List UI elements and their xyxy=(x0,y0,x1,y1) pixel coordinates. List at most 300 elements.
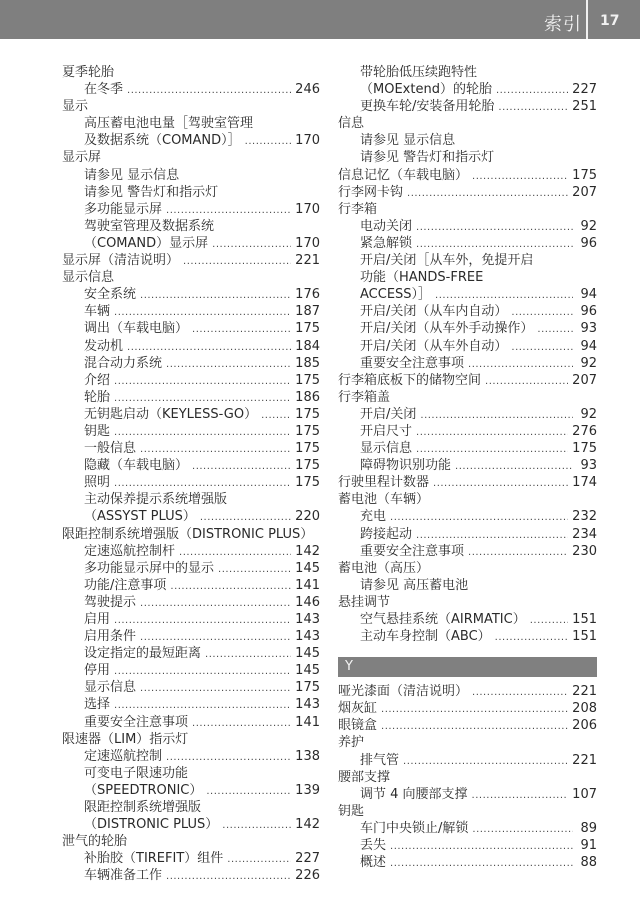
entry-label: 车辆 xyxy=(84,304,111,320)
entry-page-number: 174 xyxy=(572,475,597,491)
entry-page-number: 145 xyxy=(295,663,320,679)
index-subentry xyxy=(62,184,320,201)
entry-page-number: 142 xyxy=(295,543,320,559)
index-subentry xyxy=(62,748,320,765)
header-divider xyxy=(586,0,588,39)
leader-dots xyxy=(468,356,573,372)
entry-page-number: 96 xyxy=(580,304,597,320)
entry-label: 丢失 xyxy=(360,838,387,854)
leader-dots xyxy=(496,82,568,98)
entry-page-number: 175 xyxy=(572,167,597,183)
entry-page-number: 251 xyxy=(572,99,597,115)
index-entry xyxy=(338,700,597,717)
index-subentry xyxy=(62,218,320,235)
entry-label: 请参见 警告灯和指示灯 xyxy=(84,184,219,200)
entry-page-number: 141 xyxy=(295,577,320,593)
index-subentry xyxy=(338,440,597,457)
index-entry xyxy=(62,269,320,286)
leader-dots xyxy=(245,133,292,149)
index-subentry xyxy=(62,81,320,98)
index-entry xyxy=(62,98,320,115)
entry-label: 显示屏（清洁说明） xyxy=(62,253,180,269)
index-subentry xyxy=(338,457,597,474)
index-subentry xyxy=(338,286,597,303)
entry-page-number: 230 xyxy=(572,543,597,559)
index-subentry xyxy=(338,508,597,525)
leader-dots xyxy=(433,475,568,491)
entry-page-number: 143 xyxy=(295,629,320,645)
entry-page-number: 185 xyxy=(295,355,320,371)
entry-page-number: 175 xyxy=(295,680,320,696)
index-subentry xyxy=(62,543,320,560)
entry-label: 补胎胶（TIREFIT）组件 xyxy=(84,851,224,867)
index-entry xyxy=(338,734,597,751)
entry-label: 显示信息 xyxy=(84,680,137,696)
index-subentry xyxy=(338,64,597,81)
entry-page-number: 208 xyxy=(572,701,597,717)
entry-page-number: 207 xyxy=(572,372,597,388)
entry-label: 空气悬挂系统（AIRMATIC） xyxy=(360,612,526,627)
leader-dots xyxy=(114,424,291,440)
leader-dots xyxy=(511,304,573,320)
leader-dots xyxy=(390,855,573,871)
leader-dots xyxy=(192,321,291,337)
leader-dots xyxy=(179,544,291,560)
index-subentry xyxy=(62,320,320,337)
index-entry xyxy=(62,833,320,850)
leader-dots xyxy=(530,612,568,628)
leader-dots xyxy=(200,509,291,525)
index-entry xyxy=(338,769,597,786)
index-subentry xyxy=(62,628,320,645)
entry-page-number: 88 xyxy=(580,855,597,871)
index-subentry xyxy=(62,474,320,491)
leader-dots xyxy=(227,851,291,867)
entry-page-number: 187 xyxy=(295,304,320,320)
entry-label: 多功能显示屏中的显示 xyxy=(84,560,215,576)
leader-dots xyxy=(166,356,291,372)
entry-label: 障碍物识别功能 xyxy=(360,458,452,474)
index-subentry xyxy=(62,645,320,662)
entry-label: 一般信息 xyxy=(84,441,137,457)
entry-label: 开启/关闭［从车外，免提开启 xyxy=(360,253,534,269)
entry-label: 行驶里程计数器 xyxy=(338,475,430,491)
entry-label: 显示信息 xyxy=(62,270,115,286)
leader-dots xyxy=(495,629,569,645)
index-subentry xyxy=(338,406,597,423)
entry-label: 更换车轮/安装备用轮胎 xyxy=(360,99,495,115)
entry-label: 蓄电池（车辆） xyxy=(338,492,430,508)
index-subentry xyxy=(338,752,597,769)
leader-dots xyxy=(212,236,291,252)
index-entry xyxy=(338,184,597,201)
index-subentry xyxy=(62,611,320,628)
entry-page-number: 151 xyxy=(572,612,597,627)
entry-page-number: 141 xyxy=(295,714,320,730)
index-subentry xyxy=(62,115,320,132)
entry-label: 眼镜盒 xyxy=(338,718,378,734)
leader-dots xyxy=(472,787,569,803)
entry-page-number: 92 xyxy=(580,406,597,422)
index-subentry xyxy=(338,98,597,115)
entry-page-number: 145 xyxy=(295,560,320,576)
index-subentry xyxy=(338,526,597,543)
entry-label: 开启/关闭 xyxy=(360,406,417,422)
leader-dots xyxy=(381,701,568,717)
entry-page-number: 226 xyxy=(295,868,320,884)
index-subentry xyxy=(338,577,597,594)
entry-label: 哑光漆面（清洁说明） xyxy=(338,684,469,700)
leader-dots xyxy=(140,680,291,696)
index-subentry xyxy=(62,782,320,799)
index-subentry xyxy=(62,867,320,884)
leader-dots xyxy=(455,458,573,474)
entry-label: （SPEEDTRONIC） xyxy=(84,782,203,798)
entry-label: 介绍 xyxy=(84,372,111,388)
entry-label: 定速巡航控制 xyxy=(84,748,163,764)
index-entry xyxy=(338,474,597,491)
page-header xyxy=(0,0,640,39)
index-subentry xyxy=(62,406,320,423)
index-subentry xyxy=(62,714,320,731)
entry-label: 轮胎 xyxy=(84,389,111,405)
entry-label: 悬挂调节 xyxy=(338,594,391,610)
index-subentry xyxy=(338,81,597,98)
entry-page-number: 145 xyxy=(295,646,320,662)
entry-page-number: 221 xyxy=(572,684,597,700)
entry-label: 蓄电池（高压） xyxy=(338,560,430,576)
entry-label: 停用 xyxy=(84,663,111,679)
entry-page-number: 107 xyxy=(572,786,597,802)
entry-page-number: 93 xyxy=(580,458,597,474)
leader-dots xyxy=(140,629,291,645)
entry-label: 请参见 显示信息 xyxy=(84,167,180,183)
entry-page-number: 276 xyxy=(572,423,597,439)
entry-page-number: 94 xyxy=(580,287,597,303)
entry-label: 信息 xyxy=(338,116,365,132)
entry-label: 行李箱 xyxy=(338,201,378,217)
entry-page-number: 96 xyxy=(580,235,597,251)
entry-page-number: 246 xyxy=(295,82,320,98)
index-subentry xyxy=(62,201,320,218)
index-subentry xyxy=(338,269,597,286)
index-subentry xyxy=(338,235,597,252)
index-subentry xyxy=(338,303,597,320)
entry-label: 夏季轮胎 xyxy=(62,65,115,80)
index-entry xyxy=(62,731,320,748)
entry-page-number: 92 xyxy=(580,355,597,371)
leader-dots xyxy=(416,527,568,543)
entry-label: 开启/关闭（从车外手动操作） xyxy=(360,321,534,337)
leader-dots xyxy=(390,509,568,525)
leader-dots xyxy=(114,373,291,389)
entry-label: 定速巡航控制杆 xyxy=(84,543,176,559)
leader-dots xyxy=(420,407,573,423)
index-subentry xyxy=(338,338,597,355)
leader-dots xyxy=(192,458,291,474)
leader-dots xyxy=(511,339,573,355)
entry-label: 多功能显示屏 xyxy=(84,201,163,217)
entry-page-number: 170 xyxy=(295,235,320,251)
index-subentry xyxy=(338,132,597,149)
leader-dots xyxy=(485,373,568,389)
leader-dots xyxy=(114,697,291,713)
entry-label: 驾驶提示 xyxy=(84,594,137,610)
index-subentry xyxy=(62,389,320,406)
entry-label: 车门中央锁止/解锁 xyxy=(360,820,469,836)
entry-label: 充电 xyxy=(360,509,387,525)
index-list-y xyxy=(338,683,597,871)
entry-page-number: 91 xyxy=(580,838,597,854)
entry-label: 在冬季 xyxy=(84,82,124,98)
leader-dots xyxy=(140,441,291,457)
entry-label: 发动机 xyxy=(84,338,124,354)
leader-dots xyxy=(416,424,568,440)
entry-page-number: 227 xyxy=(572,82,597,98)
index-subentry xyxy=(62,423,320,440)
leader-dots xyxy=(183,253,291,269)
leader-dots xyxy=(416,219,573,235)
leader-dots xyxy=(468,544,568,560)
entry-label: 开启尺寸 xyxy=(360,423,413,439)
entry-label: 混合动力系统 xyxy=(84,355,163,371)
index-entry xyxy=(338,372,597,389)
index-subentry xyxy=(62,338,320,355)
entry-page-number: 170 xyxy=(295,201,320,217)
entry-label: 紧急解锁 xyxy=(360,235,413,251)
leader-dots xyxy=(114,475,291,491)
leader-dots xyxy=(472,821,573,837)
index-entry xyxy=(62,252,320,269)
entry-label: 泄气的轮胎 xyxy=(62,834,128,850)
entry-label: （ASSYST PLUS） xyxy=(84,509,196,525)
entry-label: 排气管 xyxy=(360,752,400,768)
index-subentry xyxy=(62,355,320,372)
index-entry xyxy=(338,389,597,406)
index-entry xyxy=(338,560,597,577)
index-subentry xyxy=(338,628,597,645)
leader-dots xyxy=(206,783,291,799)
index-subentry xyxy=(62,303,320,320)
entry-label: 带轮胎低压续跑特性 xyxy=(360,65,478,80)
entry-label: 行李网卡钩 xyxy=(338,184,404,200)
entry-page-number: 89 xyxy=(580,820,597,836)
leader-dots xyxy=(170,578,291,594)
leader-dots xyxy=(114,612,291,628)
entry-label: 显示信息 xyxy=(360,441,413,457)
entry-label: 显示屏 xyxy=(62,150,102,166)
leader-dots xyxy=(166,868,291,884)
entry-page-number: 227 xyxy=(295,851,320,867)
leader-dots xyxy=(435,287,573,303)
entry-label: 可变电子限速功能 xyxy=(84,765,189,781)
index-subentry xyxy=(338,252,597,269)
leader-dots xyxy=(416,441,568,457)
index-entry xyxy=(338,717,597,734)
entry-label: 养护 xyxy=(338,735,365,751)
index-subentry xyxy=(338,320,597,337)
index-subentry xyxy=(338,355,597,372)
index-subentry xyxy=(62,132,320,149)
leader-dots xyxy=(537,321,573,337)
entry-label: 钥匙 xyxy=(84,423,111,439)
leader-dots xyxy=(205,646,291,662)
entry-label: 及数据系统（COMAND）］ xyxy=(84,133,241,149)
index-subentry xyxy=(62,662,320,679)
entry-page-number: 221 xyxy=(295,253,320,269)
index-list-right xyxy=(338,64,597,645)
entry-page-number: 176 xyxy=(295,287,320,303)
entry-label: 电动关闭 xyxy=(360,218,413,234)
entry-label: 烟灰缸 xyxy=(338,701,378,717)
entry-page-number: 175 xyxy=(295,423,320,439)
entry-label: 重要安全注意事项 xyxy=(360,355,465,371)
leader-dots xyxy=(127,82,291,98)
leader-dots xyxy=(127,339,291,355)
index-subentry xyxy=(62,594,320,611)
entry-page-number: 175 xyxy=(295,321,320,337)
index-subentry xyxy=(62,508,320,525)
section-header-y: Y xyxy=(338,657,597,677)
index-subentry xyxy=(338,837,597,854)
index-subentry xyxy=(62,765,320,782)
leader-dots xyxy=(218,561,291,577)
index-entry xyxy=(62,526,320,543)
entry-page-number: 92 xyxy=(580,218,597,234)
leader-dots xyxy=(140,287,291,303)
index-subentry xyxy=(62,560,320,577)
index-subentry xyxy=(338,218,597,235)
index-entry xyxy=(338,201,597,218)
leader-dots xyxy=(261,407,291,423)
entry-page-number: 221 xyxy=(572,752,597,768)
entry-page-number: 184 xyxy=(295,338,320,354)
entry-label: （COMAND）显示屏 xyxy=(84,235,209,251)
entry-label: 腰部支撑 xyxy=(338,769,391,785)
entry-label: 信息记忆（车载电脑） xyxy=(338,167,469,183)
entry-page-number: 232 xyxy=(572,509,597,525)
index-subentry xyxy=(62,816,320,833)
leader-dots xyxy=(114,390,291,406)
leader-dots xyxy=(390,838,573,854)
entry-page-number: 207 xyxy=(572,184,597,200)
entry-page-number: 175 xyxy=(295,475,320,491)
index-subentry xyxy=(62,235,320,252)
entry-label: 选择 xyxy=(84,697,111,713)
entry-label: 设定指定的最短距离 xyxy=(84,646,202,662)
entry-page-number: 94 xyxy=(580,338,597,354)
index-column-right xyxy=(338,64,597,871)
index-subentry xyxy=(62,799,320,816)
entry-label: 隐藏（车载电脑） xyxy=(84,458,189,474)
leader-dots xyxy=(114,663,291,679)
index-entry xyxy=(338,683,597,700)
page-number: 17 xyxy=(600,13,620,29)
leader-dots xyxy=(498,99,568,115)
index-subentry xyxy=(62,850,320,867)
index-entry xyxy=(338,803,597,820)
index-subentry xyxy=(62,491,320,508)
leader-dots xyxy=(416,236,573,252)
index-subentry xyxy=(338,149,597,166)
entry-page-number: 186 xyxy=(295,389,320,405)
index-entry xyxy=(338,594,597,611)
index-subentry xyxy=(62,457,320,474)
entry-page-number: 170 xyxy=(295,133,320,149)
entry-page-number: 220 xyxy=(295,509,320,525)
entry-label: 行李箱盖 xyxy=(338,389,391,405)
leader-dots xyxy=(114,304,291,320)
entry-page-number: 234 xyxy=(572,526,597,542)
header-title: 索引 xyxy=(544,14,582,35)
entry-label: 请参见 显示信息 xyxy=(360,133,456,149)
entry-label: 调出（车载电脑） xyxy=(84,321,189,337)
entry-label: 跨接起动 xyxy=(360,526,413,542)
index-subentry xyxy=(62,372,320,389)
entry-page-number: 142 xyxy=(295,817,320,833)
entry-page-number: 143 xyxy=(295,612,320,627)
entry-page-number: 143 xyxy=(295,697,320,713)
leader-dots xyxy=(140,595,291,611)
entry-label: 启用条件 xyxy=(84,629,137,645)
index-entry xyxy=(338,115,597,132)
leader-dots xyxy=(472,684,568,700)
entry-label: 开启/关闭（从车内自动） xyxy=(360,304,508,320)
index-entry xyxy=(338,167,597,184)
entry-page-number: 146 xyxy=(295,594,320,610)
entry-label: 主动车身控制（ABC） xyxy=(360,629,491,645)
leader-dots xyxy=(166,202,291,218)
entry-label: （DISTRONIC PLUS） xyxy=(84,817,219,833)
index-subentry xyxy=(338,854,597,871)
entry-label: 限距控制系统增强版（DISTRONIC PLUS） xyxy=(62,526,314,542)
entry-label: 重要安全注意事项 xyxy=(360,543,465,559)
leader-dots xyxy=(381,718,568,734)
entry-label: 调节 4 向腰部支撑 xyxy=(360,786,468,802)
leader-dots xyxy=(403,753,568,769)
entry-label: 车辆准备工作 xyxy=(84,868,163,884)
entry-page-number: 175 xyxy=(295,441,320,457)
entry-label: 无钥匙启动（KEYLESS-GO） xyxy=(84,406,258,422)
entry-label: 功能（HANDS-FREE xyxy=(360,270,484,286)
entry-label: ACCESS）］ xyxy=(360,287,432,303)
entry-label: 启用 xyxy=(84,612,111,627)
entry-page-number: 138 xyxy=(295,748,320,764)
entry-page-number: 139 xyxy=(295,782,320,798)
index-subentry xyxy=(62,696,320,713)
index-subentry xyxy=(338,543,597,560)
entry-page-number: 151 xyxy=(572,629,597,645)
entry-page-number: 93 xyxy=(580,321,597,337)
index-subentry xyxy=(338,820,597,837)
leader-dots xyxy=(192,715,291,731)
index-subentry xyxy=(62,440,320,457)
index-entry xyxy=(62,149,320,166)
index-subentry xyxy=(62,286,320,303)
entry-label: 照明 xyxy=(84,475,111,491)
entry-label: 钥匙 xyxy=(338,803,365,819)
entry-label: 驾驶室管理及数据系统 xyxy=(84,218,215,234)
entry-label: 行李箱底板下的储物空间 xyxy=(338,372,482,388)
index-subentry xyxy=(62,577,320,594)
index-column-left xyxy=(62,64,320,885)
index-entry xyxy=(62,64,320,81)
index-subentry xyxy=(62,167,320,184)
entry-label: 限距控制系统增强版 xyxy=(84,800,202,816)
entry-label: 概述 xyxy=(360,855,387,871)
index-subentry xyxy=(62,679,320,696)
leader-dots xyxy=(407,185,568,201)
